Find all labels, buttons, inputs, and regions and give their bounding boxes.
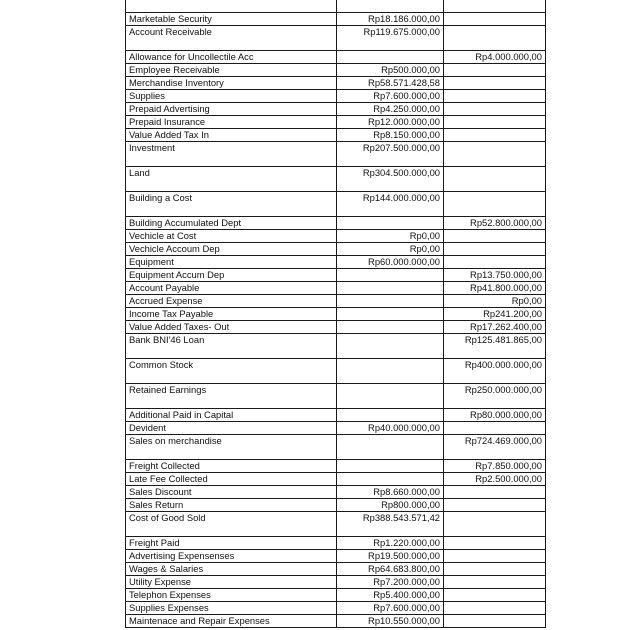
table-row	[126, 615, 546, 628]
table-row	[126, 334, 546, 359]
account-cell: Freight Paid	[126, 537, 337, 550]
debit-cell: Rp0,00	[337, 230, 444, 243]
credit-cell	[444, 64, 546, 77]
account-cell: Allowance for Uncollectile Acc	[126, 51, 337, 64]
table-row	[126, 486, 546, 499]
debit-cell	[337, 295, 444, 308]
debit-cell: Rp119.675.000,00	[337, 26, 444, 51]
credit-cell	[444, 576, 546, 589]
debit-cell: Rp8.150.000,00	[337, 129, 444, 142]
credit-cell	[444, 615, 546, 628]
table-row	[126, 192, 546, 217]
account-cell: Advertising Expensenses	[126, 550, 337, 563]
table-row	[126, 295, 546, 308]
debit-cell: Rp40.000.000,00	[337, 422, 444, 435]
debit-cell	[337, 435, 444, 460]
account-cell: Vechicle at Cost	[126, 230, 337, 243]
credit-cell	[444, 103, 546, 116]
account-cell: Employee Receivable	[126, 64, 337, 77]
account-cell: Sales Discount	[126, 486, 337, 499]
table-row	[126, 230, 546, 243]
table-row	[126, 589, 546, 602]
credit-cell	[444, 486, 546, 499]
debit-cell: Rp7.600.000,00	[337, 90, 444, 103]
credit-cell	[444, 537, 546, 550]
account-cell: Sales on merchandise	[126, 435, 337, 460]
debit-cell	[337, 384, 444, 409]
table-row	[126, 602, 546, 615]
debit-cell: Rp12.000.000,00	[337, 116, 444, 129]
table-row	[126, 563, 546, 576]
credit-cell	[444, 90, 546, 103]
table-row	[126, 103, 546, 116]
debit-cell: Rp500.000,00	[337, 64, 444, 77]
debit-cell	[337, 51, 444, 64]
account-cell: Investment	[126, 142, 337, 167]
debit-cell: Rp19.500.000,00	[337, 550, 444, 563]
table-row	[126, 282, 546, 295]
debit-cell	[337, 321, 444, 334]
credit-cell	[444, 550, 546, 563]
credit-cell	[444, 589, 546, 602]
table-row	[126, 435, 546, 460]
account-cell: Equipment Accum Dep	[126, 269, 337, 282]
table-row	[126, 499, 546, 512]
table-row	[126, 142, 546, 167]
table-row	[126, 321, 546, 334]
account-cell: Freight Collected	[126, 460, 337, 473]
debit-cell	[337, 473, 444, 486]
debit-cell: Rp64.683.800,00	[337, 563, 444, 576]
debit-cell: Rp10.550.000,00	[337, 615, 444, 628]
credit-cell	[444, 129, 546, 142]
debit-cell: Rp144.000.000,00	[337, 192, 444, 217]
account-cell: Vechicle Accoum Dep	[126, 243, 337, 256]
account-cell: Marketable Security	[126, 13, 337, 26]
credit-cell	[444, 13, 546, 26]
table-row	[126, 116, 546, 129]
debit-cell	[337, 460, 444, 473]
table-row	[126, 537, 546, 550]
table-row	[126, 460, 546, 473]
account-cell: Accrued Expense	[126, 295, 337, 308]
credit-cell	[444, 0, 546, 13]
account-cell: Wages & Salaries	[126, 563, 337, 576]
table-row	[126, 512, 546, 537]
account-cell: Account Payable	[126, 282, 337, 295]
credit-cell	[444, 243, 546, 256]
account-cell: Supplies Expenses	[126, 602, 337, 615]
account-cell	[126, 0, 337, 13]
debit-cell: Rp60.000.000,00	[337, 256, 444, 269]
credit-cell: Rp52.800.000,00	[444, 217, 546, 230]
debit-cell: Rp1.220.000,00	[337, 537, 444, 550]
debit-cell	[337, 269, 444, 282]
debit-cell	[337, 0, 444, 13]
debit-cell	[337, 308, 444, 321]
account-cell: Land	[126, 167, 337, 192]
credit-cell	[444, 256, 546, 269]
credit-cell	[444, 512, 546, 537]
table-row	[126, 473, 546, 486]
credit-cell	[444, 26, 546, 51]
debit-cell: Rp800.000,00	[337, 499, 444, 512]
account-cell: Retained Earnings	[126, 384, 337, 409]
credit-cell: Rp7.850.000,00	[444, 460, 546, 473]
account-cell: Supplies	[126, 90, 337, 103]
table-row	[126, 51, 546, 64]
account-cell: Value Added Tax In	[126, 129, 337, 142]
table-row	[126, 64, 546, 77]
table-row	[126, 217, 546, 230]
account-cell: Prepaid Insurance	[126, 116, 337, 129]
account-cell: Additional Paid in Capital	[126, 409, 337, 422]
credit-cell	[444, 167, 546, 192]
credit-cell: Rp13.750.000,00	[444, 269, 546, 282]
credit-cell	[444, 230, 546, 243]
account-cell: Cost of Good Sold	[126, 512, 337, 537]
account-cell: Merchandise Inventory	[126, 77, 337, 90]
account-cell: Common Stock	[126, 359, 337, 384]
account-cell: Equipment	[126, 256, 337, 269]
account-cell: Utility Expense	[126, 576, 337, 589]
credit-cell: Rp2.500.000,00	[444, 473, 546, 486]
table-row	[126, 0, 546, 13]
credit-cell	[444, 602, 546, 615]
credit-cell: Rp41.800.000,00	[444, 282, 546, 295]
table-row	[126, 384, 546, 409]
credit-cell	[444, 422, 546, 435]
account-cell: Devident	[126, 422, 337, 435]
credit-cell	[444, 192, 546, 217]
debit-cell	[337, 282, 444, 295]
account-cell: Sales Return	[126, 499, 337, 512]
debit-cell: Rp8.660.000,00	[337, 486, 444, 499]
debit-cell: Rp4.250.000,00	[337, 103, 444, 116]
credit-cell: Rp400.000.000,00	[444, 359, 546, 384]
debit-cell	[337, 409, 444, 422]
table-row	[126, 256, 546, 269]
account-cell: Bank BNI'46 Loan	[126, 334, 337, 359]
table-row	[126, 359, 546, 384]
debit-cell: Rp0,00	[337, 243, 444, 256]
table-row	[126, 409, 546, 422]
credit-cell: Rp241.200,00	[444, 308, 546, 321]
credit-cell	[444, 77, 546, 90]
debit-cell: Rp7.600.000,00	[337, 602, 444, 615]
table-row	[126, 129, 546, 142]
trial-balance-body	[126, 0, 546, 628]
table-row	[126, 422, 546, 435]
account-cell: Building a Cost	[126, 192, 337, 217]
credit-cell	[444, 116, 546, 129]
account-cell: Prepaid Advertising	[126, 103, 337, 116]
table-row	[126, 269, 546, 282]
debit-cell	[337, 359, 444, 384]
credit-cell: Rp4.000.000,00	[444, 51, 546, 64]
table-row	[126, 13, 546, 26]
credit-cell	[444, 142, 546, 167]
account-cell: Building Accumulated Dept	[126, 217, 337, 230]
table-row	[126, 550, 546, 563]
table-row	[126, 308, 546, 321]
credit-cell: Rp724.469.000,00	[444, 435, 546, 460]
account-cell: Value Added Taxes- Out	[126, 321, 337, 334]
table-row	[126, 26, 546, 51]
credit-cell: Rp17.262.400,00	[444, 321, 546, 334]
table-row	[126, 90, 546, 103]
credit-cell	[444, 563, 546, 576]
debit-cell: Rp304.500.000,00	[337, 167, 444, 192]
trial-balance-table	[125, 0, 546, 628]
credit-cell: Rp0,00	[444, 295, 546, 308]
debit-cell: Rp207.500.000,00	[337, 142, 444, 167]
credit-cell	[444, 499, 546, 512]
debit-cell	[337, 217, 444, 230]
table-row	[126, 167, 546, 192]
account-cell: Account Receivable	[126, 26, 337, 51]
debit-cell: Rp388.543.571,42	[337, 512, 444, 537]
credit-cell: Rp125.481.865,00	[444, 334, 546, 359]
debit-cell: Rp7.200.000,00	[337, 576, 444, 589]
debit-cell	[337, 334, 444, 359]
account-cell: Telephon Expenses	[126, 589, 337, 602]
debit-cell: Rp18.186.000,00	[337, 13, 444, 26]
account-cell: Maintenace and Repair Expenses	[126, 615, 337, 628]
debit-cell: Rp58.571.428,58	[337, 77, 444, 90]
table-row	[126, 77, 546, 90]
account-cell: Income Tax Payable	[126, 308, 337, 321]
table-row	[126, 576, 546, 589]
credit-cell: Rp250.000.000,00	[444, 384, 546, 409]
debit-cell: Rp5.400.000,00	[337, 589, 444, 602]
account-cell: Late Fee Collected	[126, 473, 337, 486]
table-row	[126, 243, 546, 256]
credit-cell: Rp80.000.000,00	[444, 409, 546, 422]
